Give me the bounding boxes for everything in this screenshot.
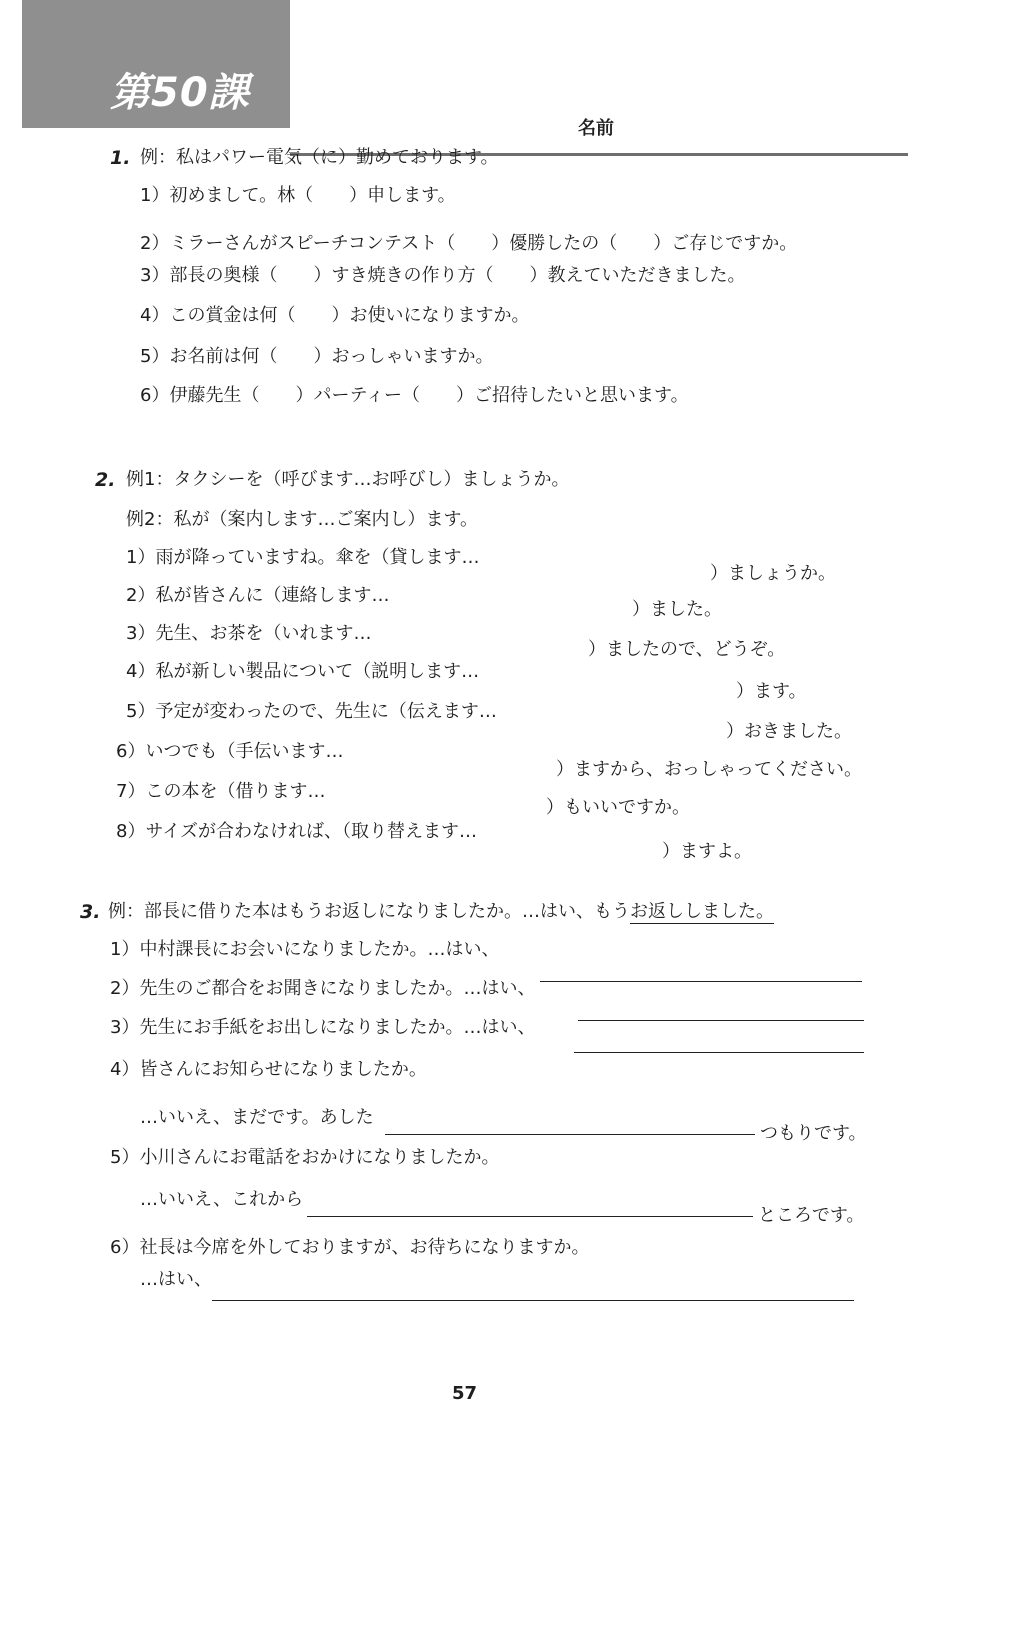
- lesson-title: 第50課: [110, 70, 250, 116]
- section-2-item-right: ）ますよ。: [662, 841, 752, 862]
- answer-line[interactable]: [385, 1134, 755, 1135]
- section-1-item: 6）伊藤先生（ ）パーティー（ ）ご招待したいと思います。: [140, 385, 689, 406]
- section-3-item-question: 6）社長は今席を外しておりますが、お待ちになりますか。: [110, 1237, 590, 1258]
- answer-line[interactable]: [578, 1020, 864, 1021]
- section-1-item: 3）部長の奥様（ ）すき焼きの作り方（ ）教えていただきました。: [140, 265, 746, 286]
- section-1-item: 4）この賞金は何（ ）お使いになりますか。: [140, 305, 530, 326]
- section-2-item-left: 7）この本を（借ります…: [116, 781, 326, 802]
- section-2-item-right: ）ます。: [736, 681, 807, 702]
- section-2-number: 2.: [95, 469, 116, 491]
- section-3-answer-suffix: つもりです。: [760, 1123, 867, 1144]
- answer-line[interactable]: [212, 1300, 854, 1301]
- section-3-answer-prefix: …いいえ、これから: [140, 1189, 304, 1210]
- section-3-example-answer: お返ししました。: [630, 901, 774, 922]
- section-3-answer-prefix: …いいえ、まだです。あした: [140, 1107, 374, 1128]
- section-3-number: 3.: [80, 901, 101, 923]
- section-1-number: 1.: [110, 147, 131, 169]
- answer-line[interactable]: [574, 1052, 864, 1053]
- section-1-example: 例：私はパワー電気（に）勤めております。: [140, 147, 499, 168]
- section-2-item-left: 2）私が皆さんに（連絡します…: [126, 585, 390, 606]
- section-3-item-question: 1）中村課長にお会いになりましたか。…はい、: [110, 939, 500, 960]
- name-label: 名前: [578, 118, 614, 139]
- section-3-answer-prefix: …はい、: [140, 1269, 212, 1290]
- section-3-item-question: 5）小川さんにお電話をおかけになりましたか。: [110, 1147, 500, 1168]
- section-2-item-right: ）おきました。: [726, 721, 852, 742]
- section-3-item-question: 4）皆さんにお知らせになりましたか。: [110, 1059, 427, 1080]
- section-3-example: [108, 900, 774, 924]
- section-3-example-question: 例：部長に借りた本はもうお返しになりましたか。…はい、もう: [108, 901, 630, 922]
- section-2-item-right: ）ました。: [632, 599, 722, 620]
- section-2-item-right: ）ましたので、どうぞ。: [588, 639, 786, 660]
- section-2-item-left: 6）いつでも（手伝います…: [116, 741, 344, 762]
- section-2-item-left: 3）先生、お茶を（いれます…: [126, 623, 372, 644]
- section-3-answer-suffix: ところです。: [758, 1205, 865, 1226]
- answer-line[interactable]: [540, 981, 862, 982]
- section-2-item-right: ）ますから、おっしゃってください。: [556, 759, 862, 780]
- section-2-example-1: 例1：タクシーを（呼びます…お呼びし）ましょうか。: [126, 469, 570, 490]
- answer-line[interactable]: [307, 1216, 753, 1217]
- section-1-item: 5）お名前は何（ ）おっしゃいますか。: [140, 346, 494, 367]
- section-2-item-right: ）もいいですか。: [546, 797, 690, 818]
- header-rule: [22, 125, 290, 128]
- page-number: 57: [452, 1383, 478, 1404]
- section-3-item-question: 2）先生のご都合をお聞きになりましたか。…はい、: [110, 978, 536, 999]
- section-2-item-left: 4）私が新しい製品について（説明します…: [126, 661, 480, 682]
- section-3-item-question: 3）先生にお手紙をお出しになりましたか。…はい、: [110, 1017, 536, 1038]
- section-2-item-left: 8）サイズが合わなければ、（取り替えます…: [116, 821, 478, 842]
- section-2-item-left: 1）雨が降っていますね。傘を（貸します…: [126, 547, 480, 568]
- section-2-item-left: 5）予定が変わったので、先生に（伝えます…: [126, 701, 497, 722]
- section-2-example-2: 例2：私が（案内します…ご案内し）ます。: [126, 509, 479, 530]
- section-1-item: 2）ミラーさんがスピーチコンテスト（ ）優勝したの（ ）ご存じですか。: [140, 233, 798, 254]
- section-2-item-right: ）ましょうか。: [710, 563, 836, 584]
- section-1-item: 1）初めまして。林（ ）申します。: [140, 185, 456, 206]
